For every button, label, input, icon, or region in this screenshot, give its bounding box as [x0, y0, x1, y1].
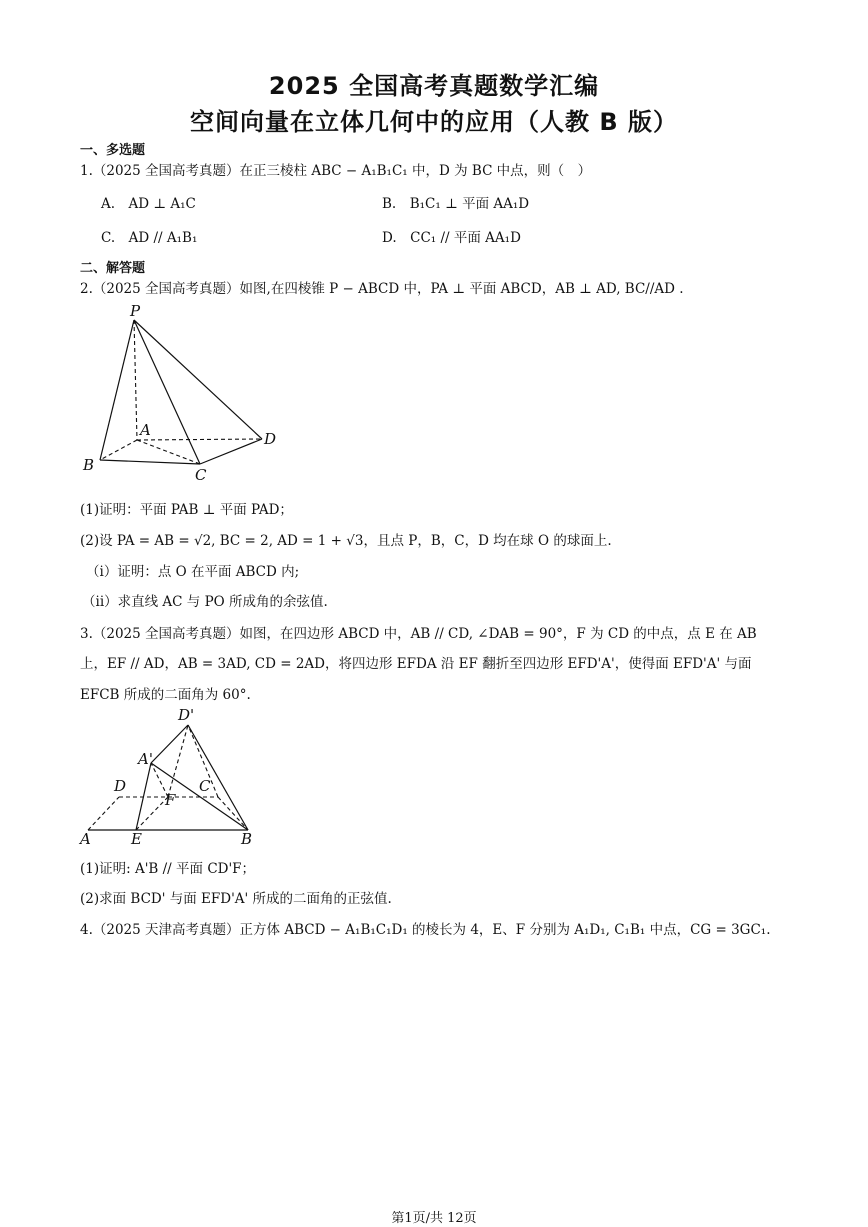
label-b: B	[83, 456, 95, 474]
question-2-part-2-ii: （ii）求直线 AC 与 PO 所成角的余弦值.	[82, 594, 328, 610]
label-b: B	[241, 830, 253, 848]
page-footer: 第1页/共 12页	[391, 1211, 477, 1226]
question-1-option-d: D. CC₁ // 平面 AA₁D	[382, 230, 521, 246]
label-a: A	[140, 421, 151, 439]
question-2-stem: 2.（2025 全国高考真题）如图,在四棱锥 P − ABCD 中，PA ⊥ 平面 ABCD，AB ⊥ AD, BC//AD .	[80, 281, 684, 297]
question-3-line-1: 3.（2025 全国高考真题）如图，在四边形 ABCD 中，AB // CD, ∠DAB = 90°，F 为 CD 的中点，点 E 在 AB	[80, 626, 757, 642]
edge-d-prime-b	[188, 725, 248, 830]
edge-pb	[100, 320, 134, 460]
edge-bc	[100, 460, 200, 464]
question-1-option-a: A. AD ⊥ A₁C	[101, 196, 196, 212]
label-d: D	[264, 430, 277, 448]
question-1-stem: 1.（2025 全国高考真题）在正三棱柱 ABC − A₁B₁C₁ 中，D 为 BC 中点，则（ ）	[80, 163, 592, 179]
section-heading-free-response: 二、解答题	[80, 261, 146, 276]
question-1-option-b: B. B₁C₁ ⊥ 平面 AA₁D	[382, 196, 530, 212]
edge-ef	[136, 797, 168, 830]
doc-title-line1: 2025 全国高考真题数学汇编	[268, 72, 600, 100]
folded-quadrilateral-figure	[76, 704, 266, 849]
label-p: P	[130, 302, 141, 320]
question-3-line-3: EFCB 所成的二面角为 60°.	[80, 687, 251, 703]
label-c: C	[199, 777, 211, 795]
label-c: C	[195, 466, 207, 484]
edge-cd	[200, 439, 262, 464]
question-3-part-1: (1)证明: A'B // 平面 CD'F；	[80, 861, 256, 877]
label-d-prime: D'	[178, 706, 195, 724]
question-2-part-1: (1)证明：平面 PAB ⊥ 平面 PAD；	[80, 502, 293, 518]
question-2-part-2-i: （i）证明：点 O 在平面 ABCD 内;	[86, 564, 300, 580]
edge-ad	[137, 439, 262, 440]
label-d: D	[114, 777, 127, 795]
question-3-part-2: (2)求面 BCD' 与面 EFD'A' 所成的二面角的正弦值.	[80, 891, 392, 907]
edge-a-prime-d-prime	[151, 725, 188, 763]
edge-pa	[134, 320, 137, 440]
label-e: E	[131, 830, 142, 848]
pyramid-figure	[80, 302, 290, 487]
edge-cb-base	[218, 797, 248, 830]
label-f: F	[165, 791, 176, 809]
question-1-option-c: C. AD // A₁B₁	[101, 230, 198, 246]
doc-title-line2: 空间向量在立体几何中的应用（人教 B 版）	[189, 108, 678, 136]
edge-pd	[134, 320, 262, 439]
edge-ab	[100, 440, 137, 460]
label-a: A	[80, 830, 91, 848]
section-heading-multiple-choice: 一、多选题	[80, 143, 146, 158]
question-3-line-2: 上，EF // AD，AB = 3AD, CD = 2AD，将四边形 EFDA 沿 EF 翻折至四边形 EFD'A'，使得面 EFD'A' 与面	[80, 656, 752, 672]
edge-ad-base	[88, 797, 119, 830]
question-4-stem: 4.（2025 天津高考真题）正方体 ABCD − A₁B₁C₁D₁ 的棱长为 4，E、F 分别为 A₁D₁, C₁B₁ 中点，CG = 3GC₁.	[80, 922, 771, 938]
question-2-part-2: (2)设 PA = AB = √2, BC = 2, AD = 1 + √3，且点 P，B，C，D 均在球 O 的球面上.	[80, 533, 612, 549]
label-a-prime: A'	[138, 750, 153, 768]
